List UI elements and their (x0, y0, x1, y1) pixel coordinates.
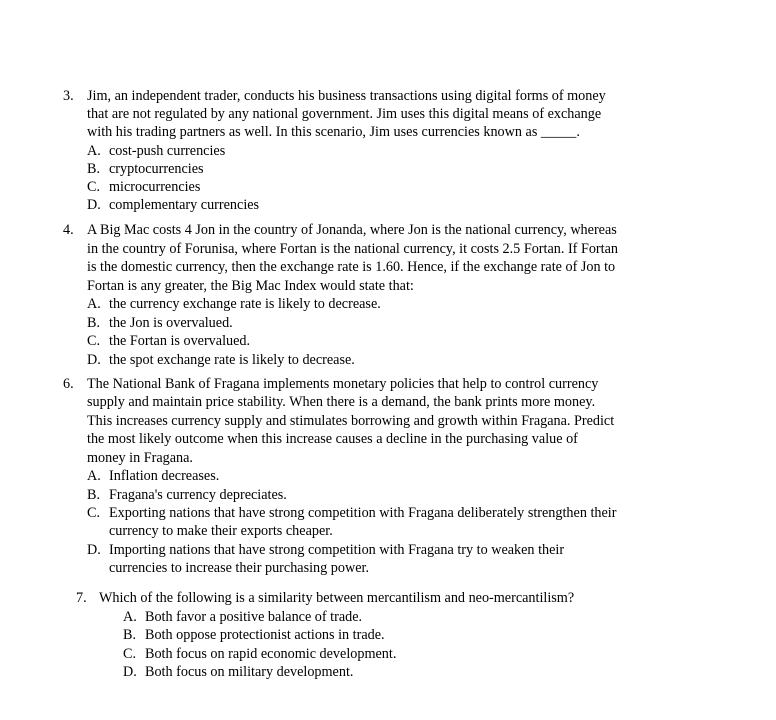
question-text-line: Jim, an independent trader, conducts his business transactions using digital forms of money (87, 88, 606, 104)
question-text-line: the most likely outcome when this increase causes a decline in the purchasing value of (87, 431, 578, 447)
option-text: cryptocurrencies (109, 161, 204, 177)
option-text: Fragana's currency depreciates. (109, 487, 287, 503)
option-letter: D. (87, 542, 101, 558)
question-text-line: This increases currency supply and stimulates borrowing and growth within Fragana. Predict (87, 413, 615, 429)
question-text-line: Which of the following is a similarity between mercantilism and neo-mercantilism? (99, 590, 575, 606)
option-text: Importing nations that have strong competition with Fragana try to weaken their (109, 542, 565, 558)
option-text: Both focus on military development. (145, 664, 354, 680)
option-text: the currency exchange rate is likely to decrease. (109, 296, 381, 312)
option-text: the Fortan is overvalued. (109, 333, 251, 349)
option-letter: C. (87, 333, 101, 349)
option-letter: B. (87, 487, 101, 503)
option-letter: D. (87, 352, 101, 368)
option-letter: A. (123, 609, 137, 625)
option-letter: A. (87, 296, 101, 312)
option-text: Exporting nations that have strong competition with Fragana deliberately strengthen their (109, 505, 617, 521)
question-text-line: that are not regulated by any national government. Jim uses this digital means of exchange (87, 106, 602, 122)
question-number: 3. (63, 88, 74, 104)
question-text-line: is the domestic currency, then the exchange rate is 1.60. Hence, if the exchange rate of Jon to (87, 259, 616, 275)
option-letter: B. (87, 315, 101, 331)
question-text-line: The National Bank of Fragana implements monetary policies that help to control currency (87, 376, 599, 392)
option-letter: B. (87, 161, 101, 177)
option-text: Both favor a positive balance of trade. (145, 609, 363, 625)
option-text-continued: currencies to increase their purchasing power. (109, 560, 369, 576)
option-letter: B. (123, 627, 137, 643)
question-number: 7. (76, 590, 87, 606)
option-text: the Jon is overvalued. (109, 315, 233, 331)
question-text-line: money in Fragana. (87, 450, 193, 466)
option-text-continued: currency to make their exports cheaper. (109, 523, 333, 539)
option-letter: C. (87, 179, 101, 195)
option-letter: A. (87, 143, 101, 159)
option-letter: C. (123, 646, 137, 662)
option-text: Inflation decreases. (109, 468, 220, 484)
option-letter: A. (87, 468, 101, 484)
option-text: complementary currencies (109, 197, 260, 213)
option-text: Both focus on rapid economic development. (145, 646, 397, 662)
option-text: Both oppose protectionist actions in trade. (145, 627, 385, 643)
question-text-line: with his trading partners as well. In this scenario, Jim uses currencies known as _____. (87, 124, 580, 140)
question-number: 6. (63, 376, 74, 392)
option-text: cost-push currencies (109, 143, 226, 159)
option-letter: C. (87, 505, 101, 521)
option-text: microcurrencies (109, 179, 201, 195)
option-text: the spot exchange rate is likely to decrease. (109, 352, 355, 368)
question-text-line: supply and maintain price stability. When there is a demand, the bank prints more money. (87, 394, 596, 410)
question-text-line: A Big Mac costs 4 Jon in the country of Jonanda, where Jon is the national currency, whereas (87, 222, 617, 238)
option-letter: D. (123, 664, 137, 680)
question-text-line: in the country of Forunisa, where Fortan is the national currency, it costs 2.5 Fortan. If Fortan (87, 241, 618, 257)
question-number: 4. (63, 222, 74, 238)
option-letter: D. (87, 197, 101, 213)
question-text-line: Fortan is any greater, the Big Mac Index would state that: (87, 278, 414, 294)
